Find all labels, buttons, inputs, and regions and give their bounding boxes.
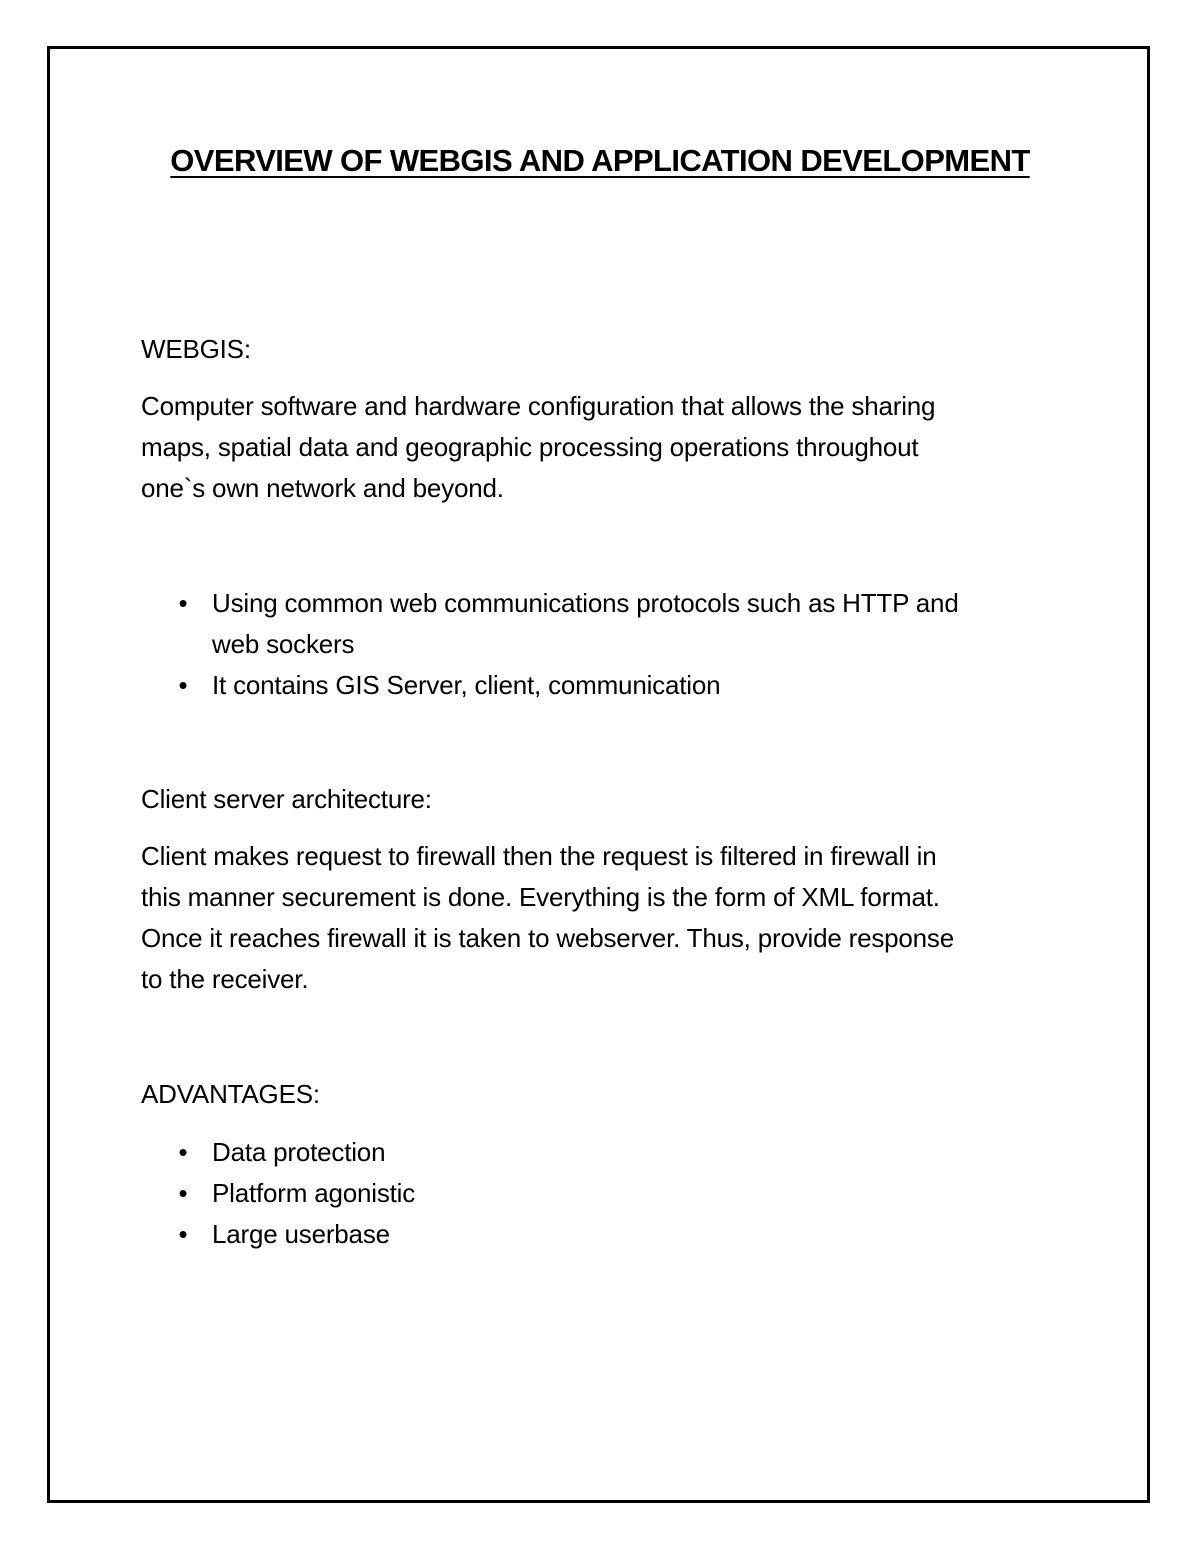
advantage-label: Large userbase bbox=[212, 1219, 390, 1249]
advantage-label: Data protection bbox=[212, 1137, 386, 1167]
bullet-icon: • bbox=[178, 1219, 188, 1249]
list-item bbox=[141, 583, 1071, 665]
webgis-heading: WEBGIS: bbox=[141, 334, 251, 364]
webgis-definition-line: Computer software and hardware configuration that allows the sharing bbox=[141, 391, 936, 421]
architecture-line: Client makes request to firewall then the request is filtered in firewall in bbox=[141, 841, 937, 871]
list-item-line: web sockers bbox=[212, 629, 355, 659]
webgis-definition bbox=[141, 386, 1071, 509]
webgis-definition-line: maps, spatial data and geographic processing operations throughout bbox=[141, 432, 919, 462]
bullet-icon: • bbox=[178, 588, 188, 618]
list-item bbox=[141, 1173, 1071, 1214]
advantages-list bbox=[141, 1132, 1071, 1255]
webgis-definition-line: one`s own network and beyond. bbox=[141, 473, 504, 503]
architecture-heading: Client server architecture: bbox=[141, 784, 432, 814]
page-title: OVERVIEW OF WEBGIS AND APPLICATION DEVELOPMENT bbox=[170, 143, 1030, 178]
advantages-heading: ADVANTAGES: bbox=[141, 1079, 320, 1109]
list-item bbox=[141, 665, 1071, 706]
list-item bbox=[141, 1132, 1071, 1173]
list-item-line: Using common web communications protocols such as HTTP and bbox=[212, 588, 959, 618]
advantage-label: Platform agonistic bbox=[212, 1178, 416, 1208]
webgis-bullet-list bbox=[141, 583, 1071, 706]
bullet-icon: • bbox=[178, 670, 188, 700]
list-item-line: It contains GIS Server, client, communication bbox=[212, 670, 721, 700]
bullet-icon: • bbox=[178, 1137, 188, 1167]
architecture-description bbox=[141, 836, 1071, 1000]
list-item bbox=[141, 1214, 1071, 1255]
page-border bbox=[47, 46, 1150, 1503]
architecture-line: Once it reaches firewall it is taken to webserver. Thus, provide response bbox=[141, 923, 954, 953]
architecture-line: this manner securement is done. Everything is the form of XML format. bbox=[141, 882, 940, 912]
bullet-icon: • bbox=[178, 1178, 188, 1208]
architecture-line: to the receiver. bbox=[141, 964, 309, 994]
